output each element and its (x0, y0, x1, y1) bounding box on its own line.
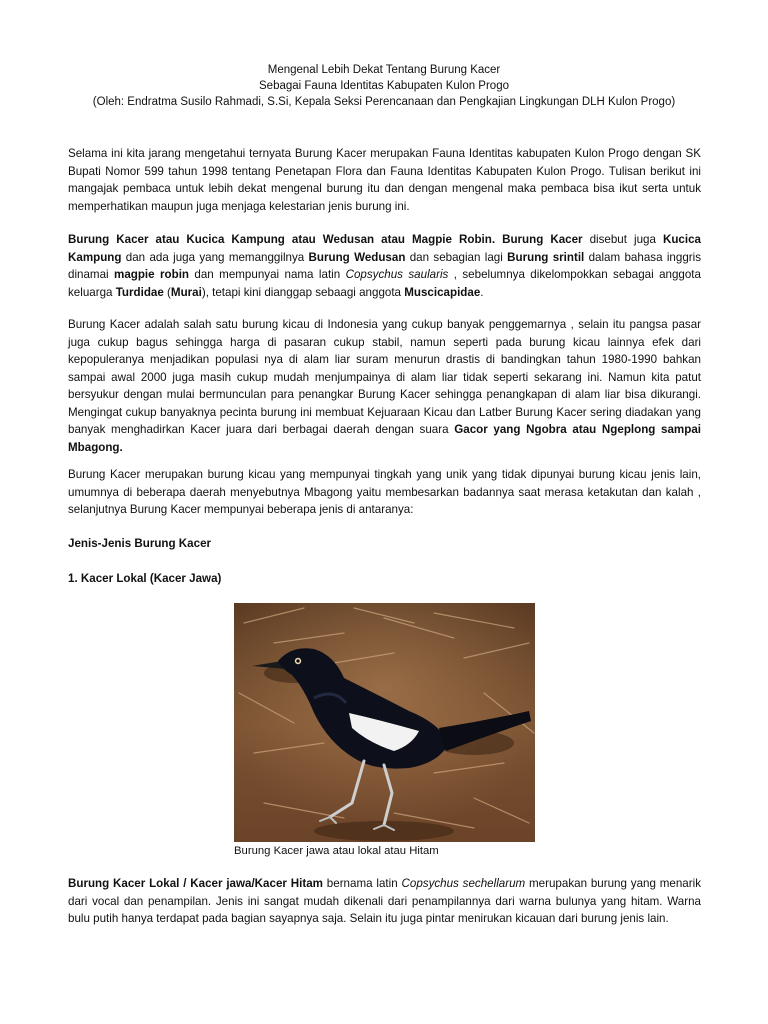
bold-term: Burung Kacer Lokal / Kacer jawa/Kacer Hitam (68, 877, 323, 890)
text-span: . (480, 285, 484, 299)
text-span: ), tetapi kini dianggap sebaagi anggota (201, 285, 405, 299)
subsection-heading: 1. Kacer Lokal (Kacer Jawa) (68, 572, 222, 585)
bold-term: Gacor yang Ngobra atau Ngeplong sampai Mbagong. (68, 423, 701, 454)
bold-term: Burung Wedusan (308, 250, 406, 264)
bold-term: magpie robin (114, 268, 189, 281)
bold-term: Turdidae (115, 285, 164, 299)
text-span: disebut juga (582, 233, 663, 246)
figure-caption: Burung Kacer jawa atau lokal atau Hitam (234, 845, 439, 857)
names-paragraph (68, 231, 701, 301)
kacer-lokal-paragraph (68, 875, 701, 928)
article-title: Mengenal Lebih Dekat Tentang Burung Kacer (267, 64, 501, 76)
text-span: dan mempunyai nama latin (189, 268, 346, 281)
text-span: dan ada juga yang memanggilnya (121, 250, 309, 264)
author-line: (Oleh: Endratma Susilo Rahmadi, S.Si, Kepala Seksi Perencanaan dan Pengkajian Lingkungan DLH Kulon Progo) (92, 96, 676, 108)
bold-term: Murai (170, 285, 202, 299)
text-span: Burung Kacer adalah salah satu burung kicau di Indonesia yang cukup banyak penggemarnya , selain itu pangsa pasar juga cukup bagus sehingga harga di pasaran cukup stabil, namun seperti pada burung kicau lainnya efek dari kepopuleranya menjadikan populasi nya di alam liar suram menurun drastis di bandingkan tahun 1980-1990 bahkan sampai awal 2000 juga masih cukup mudah menjumpainya di alam liar tidak seperti sekarang ini. Namun kita patut bersyukur dengan mulai bermunculan para penangkar Burung Kacer sehingga penangkapan di alam liar bisa dikurangi. Mengingat cukup banyaknya pecinta burung ini membuat Kejuaraan Kicau dan Latber Burung Kacer sering diadakan yang banyak menghadirkan Kacer juara dari berbagai daerah dengan suara (68, 318, 701, 436)
article-subtitle: Sebagai Fauna Identitas Kabupaten Kulon Progo (259, 80, 509, 92)
text-span: ( (163, 285, 171, 299)
kacer-bird-photo (234, 603, 535, 842)
text-span: bernama latin (322, 877, 402, 890)
bold-term: Muscicapidae (404, 285, 481, 299)
section-heading: Jenis-Jenis Burung Kacer (68, 537, 212, 550)
popularity-paragraph (68, 316, 701, 456)
names-bold-lead: Burung Kacer atau Kucica Kampung atau Wedusan atau Magpie Robin. Burung Kacer (68, 233, 583, 246)
intro-paragraph: Selama ini kita jarang mengetahui ternyata Burung Kacer merupakan Fauna Identitas kabupaten Kulon Progo dengan SK Bupati Nomor 599 tahun 1998 tentang Penetapan Flora dan Fauna Identitas Kabupaten Kulon Progo. Tulisan berikut ini mangajak pembaca untuk lebih dekat mengenal burung itu dan dengan mengenal maka pembaca bisa ikut serta untuk memperhatikan maupun juga menjaga kelestarian jenis burung ini. (68, 147, 701, 213)
latin-name: Copsychus sechellarum (401, 877, 526, 890)
bold-term: Burung srintil (507, 250, 585, 264)
behavior-paragraph: Burung Kacer merupakan burung kicau yang mempunyai tingkah yang unik yang tidak dipunyai burung kicau jenis lain, umumnya di beberapa daerah menyebutnya Mbagong yaitu membesarkan badannya saat merasa ketakutan dan kalah , selanjutnya Burung Kacer mempunyai beberapa jenis di antaranya: (68, 468, 701, 516)
text-span: dan sebagian lagi (405, 250, 508, 264)
latin-name: Copsychus saularis (345, 268, 449, 281)
bold-term: Kucica Kampung (68, 233, 701, 264)
text-span: merupakan burung yang menarik dari vocal dan penampilan. Jenis ini sangat mudah dikenali dari penampilannya dari warna bulunya yang hitam. Warna bulu putih hanya terdapat pada bagian sayapnya saja. Selain itu juga pintar menirukan kicauan dari burung jenis lain. (68, 877, 701, 925)
text-span: , sebelumnya dikelompokkan sebagai anggota keluarga (68, 268, 701, 299)
text-span: dalam bahasa inggris dinamai (68, 250, 701, 281)
